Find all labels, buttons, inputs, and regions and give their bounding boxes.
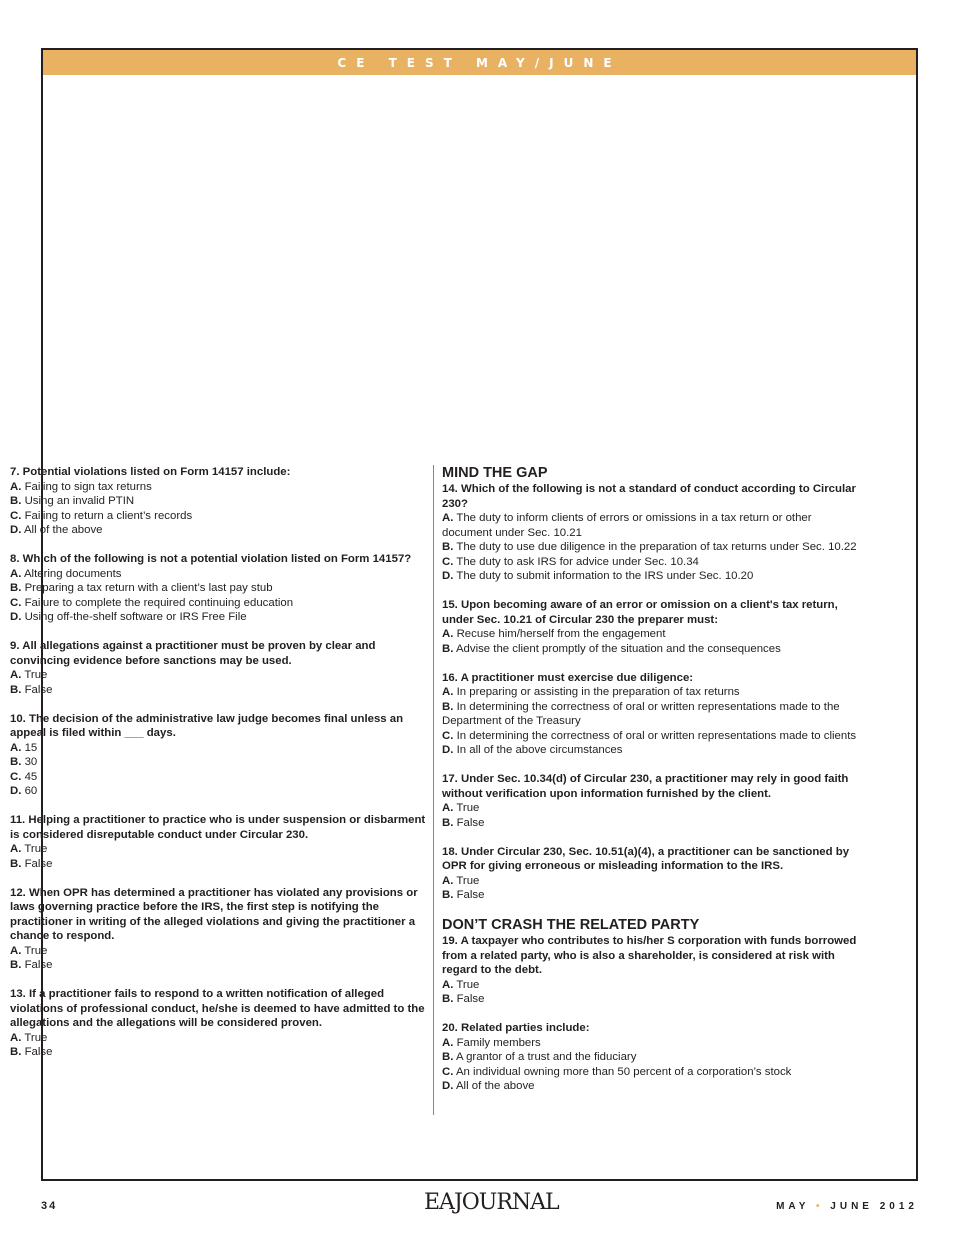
question-block [10, 813, 430, 871]
answer-option [10, 842, 430, 857]
page-number: 34 [41, 1200, 58, 1212]
answer-option [10, 494, 430, 509]
option-text: The duty to inform clients of errors or omissions in a tax return or other document under Sec. 10.21 [442, 512, 812, 539]
option-text: Failing to sign tax returns [24, 480, 152, 493]
issue-month-year: JUNE 2012 [830, 1201, 918, 1212]
option-text: In determining the correctness of oral or written representations made to clients [456, 729, 857, 742]
option-text: In all of the above circumstances [456, 744, 623, 756]
answer-option [442, 569, 862, 584]
option-letter: D. [442, 744, 454, 756]
option-letter: B. [442, 700, 454, 713]
answer-option [442, 1036, 862, 1051]
question-text: 18. Under Circular 230, Sec. 10.51(a)(4), a practitioner can be sanctioned by OPR for giving erroneous or misleading information to the IRS. [442, 845, 850, 872]
option-letter: B. [442, 889, 454, 901]
option-letter: C. [10, 596, 22, 609]
question-block [442, 934, 862, 1007]
question-text: 14. Which of the following is not a standard of conduct according to Circular 230? [442, 483, 856, 510]
question-text: 12. When OPR has determined a practitioner has violated any provisions or laws governing practice before the IRS, the first step is notifying the practitioner in writing of the alleged violations and giving the practitioner a chance to respond. [10, 886, 418, 942]
question-text: 20. Related parties include: [442, 1022, 590, 1034]
option-letter: B. [10, 582, 22, 594]
option-letter: C. [442, 1065, 454, 1078]
option-text: In determining the correctness of oral or written representations made to the Department of the Treasury [442, 700, 840, 727]
question-text: 16. A practitioner must exercise due diligence: [442, 671, 694, 684]
option-text: False [24, 959, 53, 971]
option-letter: B. [442, 993, 454, 1005]
option-text: 15 [24, 741, 38, 754]
question-text: 13. If a practitioner fails to respond to a written notification of alleged violations of professional conduct, he/she is deemed to have admitted to the allegations and the allegations will be considered proven. [10, 988, 425, 1029]
option-letter: B. [10, 857, 22, 870]
question-block [10, 639, 430, 697]
answer-option [10, 596, 430, 611]
option-text: The duty to ask IRS for advice under Sec. 10.34 [456, 555, 699, 568]
issue-month: MAY [776, 1201, 810, 1212]
question-block [442, 482, 862, 584]
option-text: False [24, 683, 53, 696]
answer-option [442, 1065, 862, 1080]
question-text: 9. All allegations against a practitioner must be proven by clear and convincing evidence before sanctions may be used. [10, 640, 376, 667]
question-text: 10. The decision of the administrative law judge becomes final unless an appeal is filed within ___ days. [10, 712, 404, 739]
option-letter: A. [10, 741, 22, 754]
option-text: 30 [24, 756, 38, 768]
answer-option [10, 668, 430, 683]
answer-option [442, 816, 862, 831]
answer-option [442, 700, 862, 729]
answer-option [10, 770, 430, 785]
option-text: A grantor of a trust and the fiduciary [455, 1051, 637, 1063]
option-text: False [456, 816, 485, 829]
header-band [43, 50, 916, 75]
answer-option [10, 958, 430, 973]
option-text: In preparing or assisting in the preparation of tax returns [456, 686, 740, 698]
option-text: True [456, 874, 480, 887]
option-letter: A. [442, 686, 454, 698]
option-letter: A. [10, 843, 22, 855]
option-text: Failure to complete the required continuing education [24, 596, 294, 609]
answer-option [442, 888, 862, 903]
answer-option [442, 874, 862, 889]
question-block [442, 598, 862, 656]
option-letter: A. [10, 1031, 22, 1044]
answer-option [10, 1045, 430, 1060]
right-question-group-b [442, 934, 862, 1094]
option-letter: A. [442, 512, 454, 524]
question-text: 15. Upon becoming aware of an error or omission on a client's tax return, under Sec. 10.21 of Circular 230 the preparer must: [442, 599, 838, 626]
question-text: 11. Helping a practitioner to practice who is under suspension or disbarment is considered disreputable conduct under Circular 230. [10, 814, 426, 841]
option-letter: D. [10, 524, 22, 536]
option-text: Recuse him/herself from the engagement [456, 628, 666, 640]
left-column [10, 465, 430, 1074]
question-block [10, 987, 430, 1060]
answer-option [10, 523, 430, 538]
issue-date [776, 1201, 918, 1212]
option-letter: B. [442, 816, 454, 829]
option-text: Preparing a tax return with a client’s last pay stub [24, 582, 273, 594]
option-text: The duty to submit information to the IRS under Sec. 10.20 [456, 570, 754, 582]
question-block [10, 712, 430, 799]
option-letter: A. [442, 978, 454, 991]
answer-option [10, 509, 430, 524]
option-text: True [24, 1031, 48, 1044]
header-title: CE TEST MAY/JUNE [337, 55, 622, 70]
option-text: Altering documents [23, 567, 122, 580]
option-letter: B. [10, 495, 22, 507]
option-letter: B. [442, 642, 454, 655]
question-text: 19. A taxpayer who contributes to his/her S corporation with funds borrowed from a related party, who is also a shareholder, is considered at risk with regard to the debt. [442, 935, 857, 976]
option-letter: D. [442, 570, 454, 582]
option-letter: C. [442, 555, 454, 568]
option-text: All of the above [23, 524, 103, 536]
question-block [442, 1021, 862, 1094]
answer-option [10, 567, 430, 582]
question-block [442, 772, 862, 830]
option-letter: B. [10, 1046, 22, 1058]
answer-option [442, 978, 862, 993]
option-letter: D. [10, 785, 22, 797]
answer-option [442, 729, 862, 744]
option-text: False [24, 857, 53, 870]
option-text: True [456, 802, 480, 814]
answer-option [442, 1079, 862, 1094]
option-text: True [24, 669, 48, 681]
answer-option [442, 743, 862, 758]
option-letter: B. [442, 541, 454, 553]
date-separator: • [816, 1201, 824, 1212]
question-block [10, 552, 430, 625]
option-letter: A. [10, 567, 22, 580]
question-block [10, 886, 430, 973]
answer-option [10, 683, 430, 698]
option-text: False [24, 1046, 53, 1058]
option-text: Using off-the-shelf software or IRS Free File [24, 611, 247, 623]
answer-option [10, 857, 430, 872]
answer-option [10, 741, 430, 756]
section-title-related-party: DON’T CRASH THE RELATED PARTY [442, 917, 700, 933]
question-block [442, 845, 862, 903]
option-letter: B. [10, 756, 22, 768]
option-letter: C. [442, 729, 454, 742]
option-text: Family members [456, 1036, 541, 1049]
question-text: 17. Under Sec. 10.34(d) of Circular 230, a practitioner may rely in good faith without verification upon information furnished by the client. [442, 773, 849, 800]
option-letter: B. [10, 959, 22, 971]
option-letter: A. [10, 944, 22, 957]
option-text: Failing to return a client’s records [24, 509, 193, 522]
option-text: False [456, 889, 485, 901]
option-letter: A. [10, 669, 22, 681]
option-text: True [24, 843, 48, 855]
option-text: 60 [24, 785, 38, 797]
answer-option [10, 784, 430, 799]
option-text: All of the above [455, 1080, 535, 1092]
section-title-mind-the-gap: MIND THE GAP [442, 465, 548, 481]
answer-option [10, 1031, 430, 1046]
option-letter: C. [10, 509, 22, 522]
question-block [442, 671, 862, 758]
answer-option [10, 480, 430, 495]
question-text: 7. Potential violations listed on Form 14157 include: [10, 466, 291, 478]
option-text: True [456, 978, 480, 991]
answer-option [10, 610, 430, 625]
answer-option [442, 642, 862, 657]
option-text: True [24, 944, 48, 957]
answer-option [442, 540, 862, 555]
option-text: 45 [24, 770, 38, 783]
right-question-group-a [442, 482, 862, 903]
option-letter: A. [442, 874, 454, 887]
answer-option [10, 581, 430, 596]
option-letter: D. [10, 611, 22, 623]
option-letter: A. [442, 802, 454, 814]
option-text: An individual owning more than 50 percent of a corporation’s stock [455, 1065, 792, 1078]
option-text: False [456, 993, 485, 1005]
column-divider [433, 465, 434, 1115]
ea-journal-logo: EAJOURNAL [424, 1190, 559, 1215]
answer-option [442, 555, 862, 570]
option-letter: C. [10, 770, 22, 783]
answer-option [442, 685, 862, 700]
answer-option [442, 1050, 862, 1065]
option-letter: A. [10, 480, 22, 493]
question-block [10, 465, 430, 538]
answer-option [442, 511, 862, 540]
answer-option [10, 755, 430, 770]
answer-option [442, 627, 862, 642]
option-text: The duty to use due diligence in the preparation of tax returns under Sec. 10.22 [456, 541, 857, 553]
answer-option [442, 801, 862, 816]
right-column [442, 465, 862, 1108]
option-text: Advise the client promptly of the situation and the consequences [455, 642, 781, 655]
option-letter: A. [442, 1036, 454, 1049]
option-letter: B. [10, 683, 22, 696]
answer-option [442, 992, 862, 1007]
option-letter: B. [442, 1051, 454, 1063]
option-letter: D. [442, 1080, 454, 1092]
question-text: 8. Which of the following is not a potential violation listed on Form 14157? [10, 553, 412, 565]
answer-option [10, 944, 430, 959]
option-text: Using an invalid PTIN [24, 495, 135, 507]
option-letter: A. [442, 628, 454, 640]
